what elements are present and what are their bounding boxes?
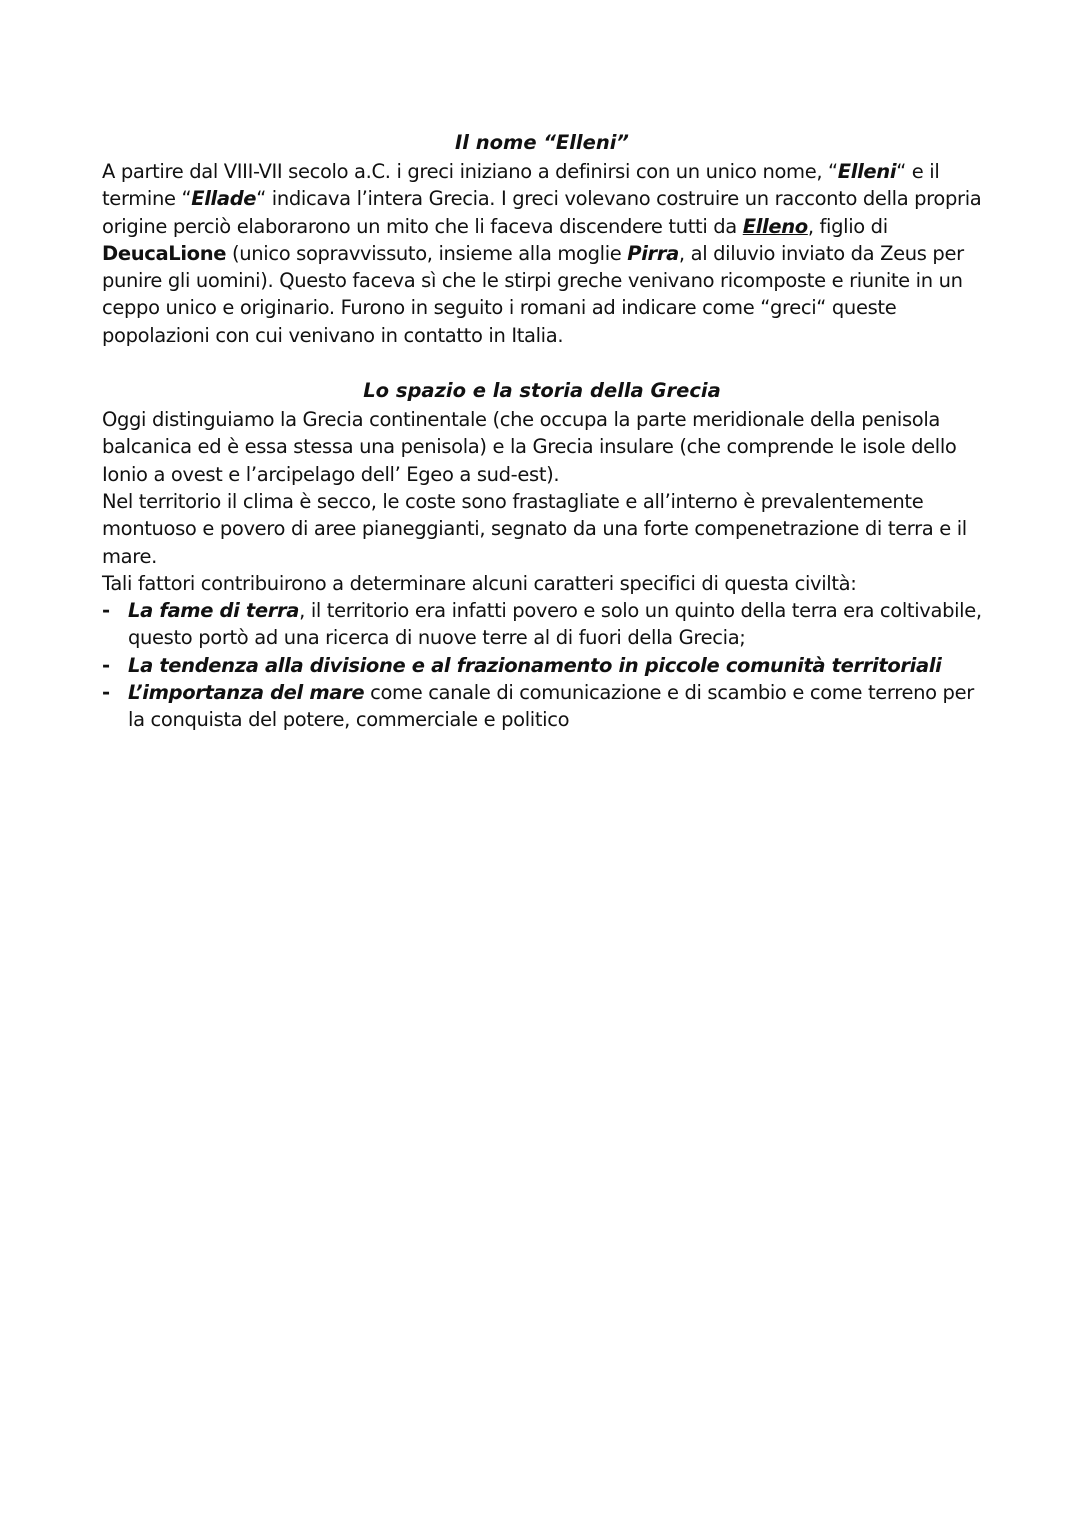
text-span: , al diluvio inviato da Zeus per punire gli uomini). Questo faceva sì che le stirpi greche venivano ricomposte e riunite in un ceppo unico e originario. Furono in seguito i romani ad indicare come “greci“ queste popolazioni con cui venivano in contatto in Italia. [102, 241, 964, 347]
list-item [102, 679, 982, 734]
dash-bullet: - [102, 599, 110, 623]
paragraph-fattori: Tali fattori contribuirono a determinare alcuni caratteri specifici di questa civiltà: [102, 571, 857, 595]
list-item [102, 652, 982, 679]
section-title-spazio: Lo spazio e la storia della Grecia [363, 379, 721, 403]
list-item [102, 597, 982, 652]
document-page [102, 128, 982, 734]
spacer [102, 349, 982, 376]
term-elleni: Elleni [837, 160, 897, 183]
paragraph-geografia: Oggi distinguiamo la Grecia continentale (che occupa la parte meridionale della penisola balcanica ed è essa stessa una penisola) e la Grecia insulare (che comprende le isole dello Ionio a ovest e l’arcipelago dell’ Egeo a sud-est). [102, 408, 957, 486]
text-span: “ e il termine “ [102, 160, 940, 211]
bullet-list [102, 597, 982, 733]
bullet-text: , il territorio era infatti povero e solo un quinto della terra era coltivabile, questo portò ad una ricerca di nuove terre al di fuori della Grecia; [128, 599, 982, 650]
text-span: (unico sopravvissuto, insieme alla moglie [226, 241, 628, 265]
term-deucalione: DeucaLione [102, 241, 227, 265]
term-ellade: Ellade [191, 187, 257, 211]
text-span: “ indicava l’intera Grecia. I greci volevano costruire un racconto della propria origine perciò elaborarono un mito che li faceva discendere tutti da [102, 187, 982, 238]
bullet-text: come canale di comunicazione e di scambio e come terreno per la conquista del potere, commerciale e politico [128, 681, 974, 732]
bullet-heading: La tendenza alla divisione e al frazionamento in piccole comunità territoriali [128, 653, 942, 677]
text-span: A partire dal VIII-VII secolo a.C. i greci iniziano a definirsi con un unico nome, “ [102, 160, 838, 183]
dash-bullet: - [102, 681, 110, 705]
term-pirra: Pirra [627, 241, 679, 265]
term-elleno: Elleno [742, 214, 808, 238]
text-span: , figlio di [807, 214, 888, 238]
paragraph-elleni [102, 158, 982, 349]
bullet-heading: La fame di terra [128, 599, 300, 623]
section-title-elleni: Il nome “Elleni” [455, 131, 629, 154]
dash-bullet: - [102, 653, 110, 677]
paragraph-territorio: Nel territorio il clima è secco, le coste sono frastagliate e all’interno è prevalentemente montuoso e povero di aree pianeggianti, segnato da una forte compenetrazione di terra e il mare. [102, 489, 967, 568]
bullet-heading: L’importanza del mare [128, 681, 365, 705]
